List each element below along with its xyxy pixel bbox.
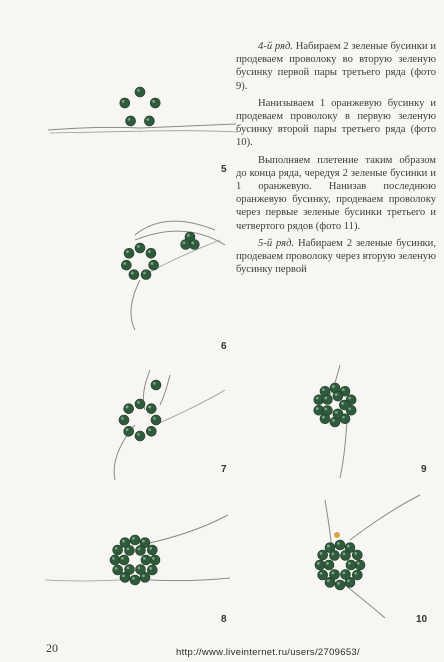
bead-highlight — [149, 567, 152, 570]
bead — [315, 560, 325, 570]
bead-highlight — [143, 557, 146, 560]
bead-highlight — [316, 397, 319, 400]
bead — [136, 565, 146, 575]
bead-highlight — [332, 385, 335, 388]
bead-highlight — [146, 118, 149, 121]
bead — [147, 565, 157, 575]
bead-highlight — [126, 250, 129, 253]
row-5-label: 5-й ряд. — [258, 237, 295, 249]
bead-highlight — [148, 406, 151, 409]
bead — [151, 415, 161, 425]
bead-highlight — [112, 557, 115, 560]
bead — [333, 409, 343, 419]
photo-6-beads — [95, 200, 235, 340]
watermark-url[interactable]: http://www.liveinternet.ru/users/2709653/ — [176, 647, 360, 658]
bead-highlight — [320, 552, 323, 555]
bead-highlight — [348, 562, 351, 565]
bead-highlight — [335, 411, 338, 414]
bead-highlight — [316, 407, 319, 410]
bead — [135, 243, 145, 253]
figure-number-5: 5 — [221, 164, 227, 175]
paragraph-orange-bead: Нанизываем 1 оранжевую бусинку и продеваем проволоку в первую зеленую бусинку второй пары третьего ряда (фото 10). — [236, 97, 436, 149]
bead-highlight — [131, 272, 134, 275]
bead-highlight — [121, 557, 124, 560]
photo-9 — [285, 360, 415, 480]
bead-highlight — [128, 118, 131, 121]
figure-number-9: 9 — [421, 464, 427, 475]
paragraph-row-4 — [236, 40, 436, 93]
bead-highlight — [191, 242, 194, 245]
bead — [318, 550, 328, 560]
bead-highlight — [347, 545, 350, 548]
bead — [126, 116, 136, 126]
bead-highlight — [183, 242, 186, 245]
bead-highlight — [126, 428, 129, 431]
row-4-text: Набираем 2 зеленые бусинки и продеваем проволоку во вторую зеленую бусинку первой пары третьего ряда (фото 9). — [236, 41, 437, 92]
bead — [150, 555, 160, 565]
bead-highlight — [127, 567, 130, 570]
bead — [335, 580, 345, 590]
bead — [335, 540, 345, 550]
photo-8 — [40, 510, 240, 610]
bead-highlight — [153, 417, 156, 420]
bead — [110, 555, 120, 565]
photo-9-beads — [285, 360, 415, 480]
bead — [146, 404, 156, 414]
bead — [144, 116, 154, 126]
bead-highlight — [115, 567, 118, 570]
bead-highlight — [332, 419, 335, 422]
bead-highlight — [327, 545, 330, 548]
bead-highlight — [337, 582, 340, 585]
bead-highlight — [138, 567, 141, 570]
bead — [355, 560, 365, 570]
bead-highlight — [357, 562, 360, 565]
photo-5-beads — [40, 70, 240, 150]
bead — [146, 426, 156, 436]
bead-highlight — [343, 572, 346, 575]
bead — [113, 545, 123, 555]
bead — [149, 260, 159, 270]
bead-highlight — [320, 572, 323, 575]
bead — [324, 560, 334, 570]
bead — [129, 270, 139, 280]
bead — [141, 270, 151, 280]
bead-highlight — [341, 402, 344, 405]
bead-highlight — [122, 574, 125, 577]
bead — [125, 545, 135, 555]
bead-highlight — [337, 542, 340, 545]
bead — [120, 98, 130, 108]
bead — [322, 395, 332, 405]
bead-highlight — [127, 547, 130, 550]
bead-highlight — [343, 552, 346, 555]
photo-8-beads — [40, 510, 240, 610]
bead — [146, 248, 156, 258]
bead — [135, 431, 145, 441]
photo-10-beads — [290, 490, 430, 620]
row-4-label: 4-й ряд. — [258, 41, 293, 52]
figure-number-7: 7 — [221, 464, 227, 475]
bead-highlight — [332, 572, 335, 575]
photo-10 — [290, 490, 430, 620]
bead — [121, 260, 131, 270]
photo-5 — [40, 70, 240, 150]
bead-highlight — [122, 540, 125, 543]
bead — [151, 380, 161, 390]
bead-highlight — [138, 547, 141, 550]
bead — [318, 570, 328, 580]
bead — [322, 405, 332, 415]
bead-highlight — [137, 433, 140, 436]
bead-highlight — [326, 562, 329, 565]
bead — [341, 570, 351, 580]
bead — [113, 565, 123, 575]
figure-number-8: 8 — [221, 614, 227, 625]
bead-highlight — [332, 552, 335, 555]
bead — [135, 87, 145, 97]
bead-highlight — [123, 262, 126, 265]
bead — [124, 426, 134, 436]
row-5-text: Набираем 2 зеленые бусинки, продеваем проволоку через вторую зеленую бусинку первой — [236, 237, 436, 276]
bead — [141, 555, 151, 565]
bead-highlight — [151, 262, 154, 265]
bead-highlight — [152, 100, 155, 103]
bead-highlight — [142, 574, 145, 577]
bead-highlight — [148, 250, 151, 253]
bead — [333, 391, 343, 401]
bead-highlight — [347, 579, 350, 582]
photo-6 — [95, 200, 235, 340]
photo-7-beads — [90, 365, 230, 485]
bead-highlight — [137, 245, 140, 248]
bead-highlight — [322, 416, 325, 419]
bead — [124, 248, 134, 258]
bead-highlight — [122, 100, 125, 103]
paragraph-weaving: Выполняем плетение таким образом до конца ряда, чередуя 2 зеленые бусинки и 1 оранжевую. Нанизав последнюю оранжевую бусинку, продеваем проволоку через первые зеленые бусинки третьего и четвертого рядов (фото 11). — [236, 154, 436, 232]
bead-highlight — [354, 572, 357, 575]
bead-highlight — [126, 406, 129, 409]
bead — [130, 535, 140, 545]
bead-highlight — [354, 552, 357, 555]
bead — [341, 550, 351, 560]
bead — [147, 545, 157, 555]
bead — [352, 570, 362, 580]
paragraph-row-5 — [236, 237, 436, 277]
bead-highlight — [149, 547, 152, 550]
photo-7 — [90, 365, 230, 485]
bead-highlight — [324, 407, 327, 410]
bead-highlight — [142, 540, 145, 543]
bead — [330, 570, 340, 580]
bead-highlight — [137, 401, 140, 404]
instruction-text — [236, 40, 436, 280]
bead — [181, 240, 191, 250]
bead-highlight — [115, 547, 118, 550]
bead-highlight — [348, 397, 351, 400]
bead — [339, 400, 349, 410]
bead-highlight — [324, 397, 327, 400]
bead-highlight — [132, 537, 135, 540]
bead-highlight — [152, 557, 155, 560]
bead — [130, 575, 140, 585]
bead-highlight — [153, 382, 156, 385]
bead-highlight — [317, 562, 320, 565]
bead-highlight — [121, 417, 124, 420]
bead-highlight — [137, 89, 140, 92]
bead-highlight — [143, 272, 146, 275]
bead — [150, 98, 160, 108]
bead — [119, 555, 129, 565]
bead-highlight — [342, 388, 345, 391]
bead-highlight — [148, 428, 151, 431]
figure-number-10: 10 — [416, 614, 428, 625]
bead-highlight — [335, 393, 338, 396]
bead-highlight — [187, 234, 190, 237]
bead — [119, 415, 129, 425]
bead — [346, 560, 356, 570]
bead — [330, 550, 340, 560]
bead-highlight — [327, 579, 330, 582]
figure-number-6: 6 — [221, 341, 227, 352]
bead — [135, 399, 145, 409]
bead — [125, 565, 135, 575]
bead-highlight — [132, 577, 135, 580]
page-number: 20 — [46, 641, 58, 655]
bead — [352, 550, 362, 560]
bead — [136, 545, 146, 555]
bead — [124, 404, 134, 414]
bead-highlight — [322, 388, 325, 391]
